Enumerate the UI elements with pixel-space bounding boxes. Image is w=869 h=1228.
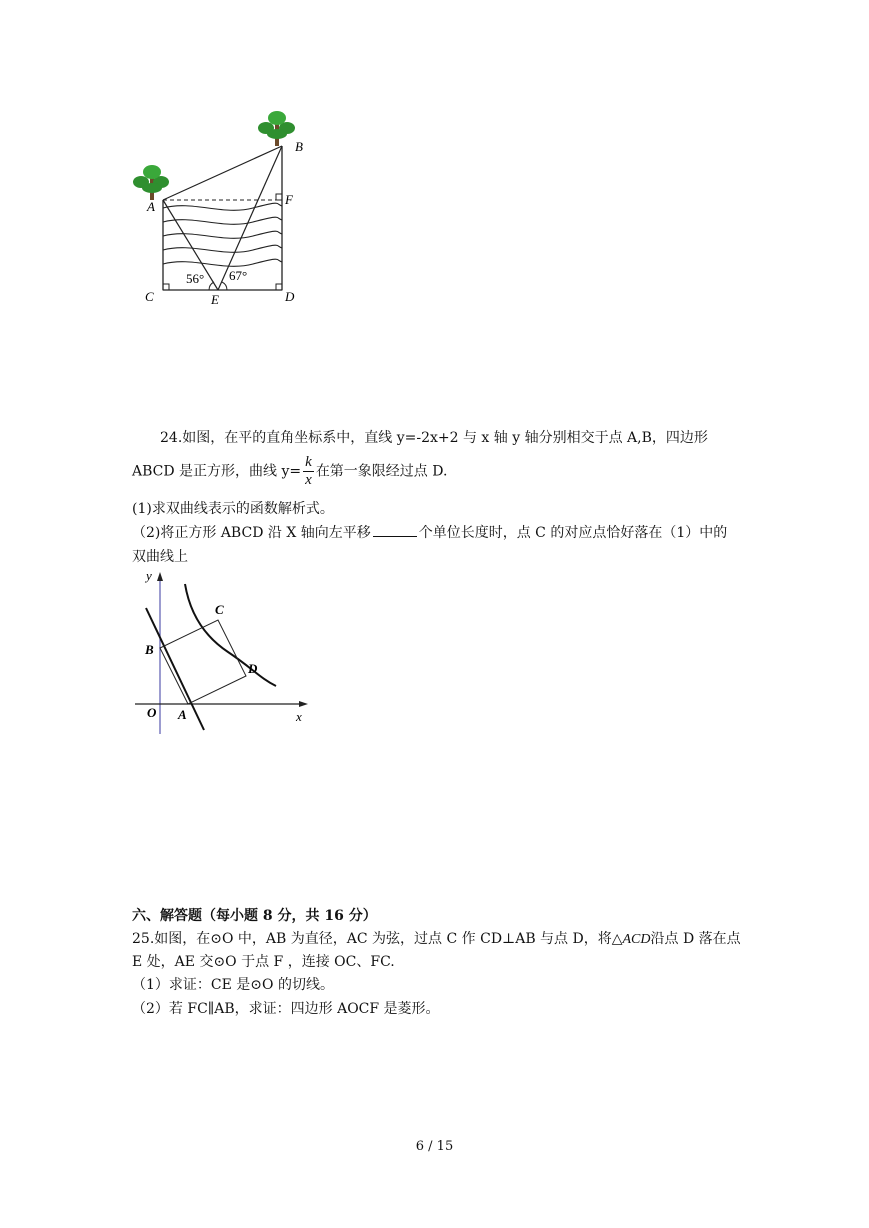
section6-heading: 六、解答题（每小题 8 分，共 16 分） — [132, 908, 377, 924]
q25-line2: E 处，AE 交⊙O 于点 F ，连接 OC、FC. — [132, 954, 395, 970]
q24-part2-post: 个单位长度时，点 C 的对应点恰好落在（1）中的 — [418, 525, 728, 541]
page-number: 6 / 15 — [415, 1139, 454, 1154]
q24-part2 — [132, 522, 727, 542]
answer-blank[interactable] — [373, 522, 417, 537]
q25-part2: （2）若 FC∥AB，求证：四边形 AOCF 是菱形。 — [132, 1001, 440, 1017]
angle-56: 56° — [186, 271, 205, 286]
axis-label-y: y — [146, 568, 152, 583]
q25-line1-italic: ACD — [622, 932, 651, 947]
label-b2: B — [145, 642, 154, 657]
label-e: E — [211, 292, 219, 307]
angle-67: 67° — [229, 268, 248, 283]
q25-line1-pre: 25.如图，在⊙O 中，AB 为直径，AC 为弦，过点 C 作 CD⊥AB 与点 D，将△ — [132, 931, 623, 947]
label-c2: C — [215, 602, 224, 617]
coordinate-figure — [130, 566, 320, 741]
q24-part1: (1)求双曲线表示的函数解析式。 — [132, 501, 334, 517]
frac-denominator: x — [305, 472, 312, 488]
label-a: A — [147, 199, 155, 214]
label-f: F — [285, 192, 293, 207]
k-over-x-fraction — [303, 454, 314, 489]
river-trees-figure — [125, 108, 315, 308]
q24-line2-pre: ABCD 是正方形，曲线 y= — [132, 463, 302, 480]
frac-numerator: k — [305, 454, 312, 470]
q24-line2-post: 在第一象限经过点 D. — [315, 463, 448, 480]
label-d: D — [285, 289, 295, 304]
q25-line1-post: 沿点 D 落在点 — [650, 931, 741, 947]
axis-label-x: x — [296, 709, 302, 724]
q25-line1 — [132, 928, 741, 948]
tree-a-icon — [133, 165, 169, 200]
label-o: O — [147, 705, 157, 720]
label-b: B — [295, 139, 303, 154]
tree-b-icon — [258, 111, 295, 146]
label-c: C — [145, 289, 154, 304]
label-a2: A — [178, 707, 187, 722]
q24-line2 — [132, 454, 447, 489]
q24-part2-pre: （2)将正方形 ABCD 沿 X 轴向左平移 — [132, 525, 371, 541]
q25-part1: （1）求证：CE 是⊙O 的切线。 — [132, 977, 334, 993]
q24-line1: 24.如图，在平的直角坐标系中，直线 y=-2x+2 与 x 轴 y 轴分别相交于点 A,B，四边形 — [160, 430, 708, 446]
label-d2: D — [248, 661, 258, 676]
q24-part2-line2: 双曲线上 — [132, 549, 188, 565]
